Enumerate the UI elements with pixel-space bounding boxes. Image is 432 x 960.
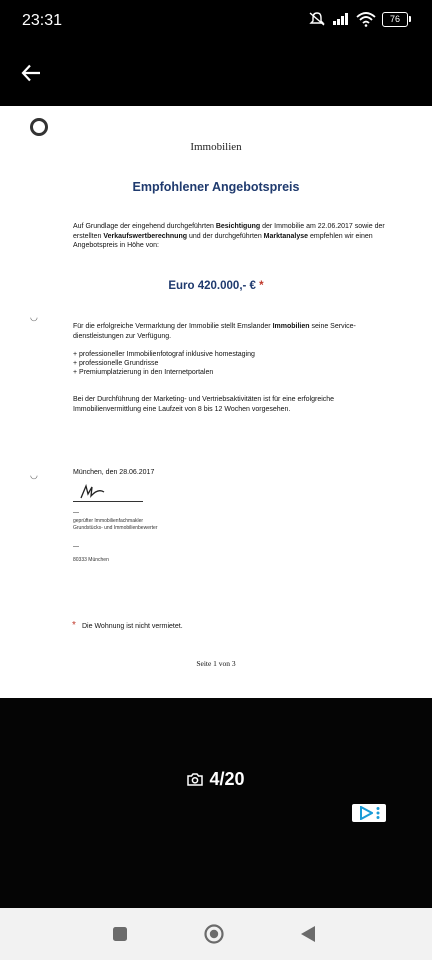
battery-icon	[382, 12, 408, 27]
doc-heading: Immobilien	[190, 141, 242, 153]
ad-choices-badge[interactable]	[352, 804, 386, 822]
doc-bullet: + professioneller Immobilienfotograf inklusive homestaging	[73, 351, 255, 358]
signer-role-1: geprüfter Immobilienfachmakler	[73, 518, 144, 524]
home-button[interactable]	[204, 924, 224, 944]
play-icon	[359, 806, 373, 820]
wifi-icon	[356, 12, 376, 27]
triangle-back-icon	[300, 925, 316, 943]
circle-home-icon	[204, 924, 224, 944]
status-time: 23:31	[22, 12, 63, 29]
doc-bullet: + professionelle Grundrisse	[73, 360, 159, 367]
binder-mark: ◡	[30, 470, 38, 480]
app-bar	[0, 42, 432, 106]
doc-bullet: + Premiumplatzierung in den Internetportalen	[73, 369, 214, 376]
footnote-star: *	[72, 620, 76, 631]
doc-paragraph-2: Für die erfolgreiche Vermarktung der Immobilie stellt Emslander Immobilien seine Service-dienstleistungen zur Verfügung.	[73, 323, 356, 340]
doc-paragraph-3: Bei der Durchführung der Marketing- und Vertriebsaktivitäten ist für eine erfolgreiche Immobilienvermittlung eine Laufzeit von 8 bis 12 Wochen vorgesehen.	[73, 396, 335, 413]
page-number: Seite 1 von 3	[196, 659, 236, 668]
navigation-bar	[0, 908, 432, 960]
system-back-button[interactable]	[298, 924, 318, 944]
status-icons	[308, 11, 408, 27]
doc-title: Empfohlener Angebotspreis	[132, 180, 300, 194]
signer-city: 80333 München	[73, 557, 109, 563]
signature-line	[73, 501, 143, 502]
signer-role-2: Grundstücks- und Immobilienbewerter	[73, 525, 158, 531]
square-recents-icon	[112, 926, 128, 942]
footnote: Die Wohnung ist nicht vermietet.	[82, 623, 183, 630]
photo-counter	[0, 769, 432, 790]
recents-button[interactable]	[110, 924, 130, 944]
signal-icon	[332, 12, 350, 26]
arrow-left-icon	[21, 64, 41, 82]
photo-counter-text: 4/20	[209, 769, 245, 789]
status-bar	[0, 0, 432, 42]
signature	[78, 484, 108, 500]
more-vertical-icon	[376, 806, 380, 820]
back-button[interactable]	[14, 56, 48, 90]
redacted-dash	[73, 512, 79, 513]
doc-place-date: München, den 28.06.2017	[73, 469, 155, 476]
camera-icon	[187, 773, 203, 786]
doc-price: Euro 420.000,- € *	[168, 280, 264, 292]
doc-paragraph-1: Auf Grundlage der eingehend durchgeführten Besichtigung der Immobilie am 22.06.2017 sowie der erstellten Verkaufswertberechnung und der durchgeführten Marktanalyse empfehlen wir einen Angebotspreis in Höhe von:	[73, 223, 385, 249]
binder-mark: ◡	[30, 312, 38, 322]
mute-icon	[308, 11, 326, 27]
binder-ring-icon	[30, 118, 48, 136]
redacted-dash	[73, 546, 79, 547]
document-image[interactable]	[0, 106, 432, 698]
battery-level: 76	[389, 14, 400, 24]
